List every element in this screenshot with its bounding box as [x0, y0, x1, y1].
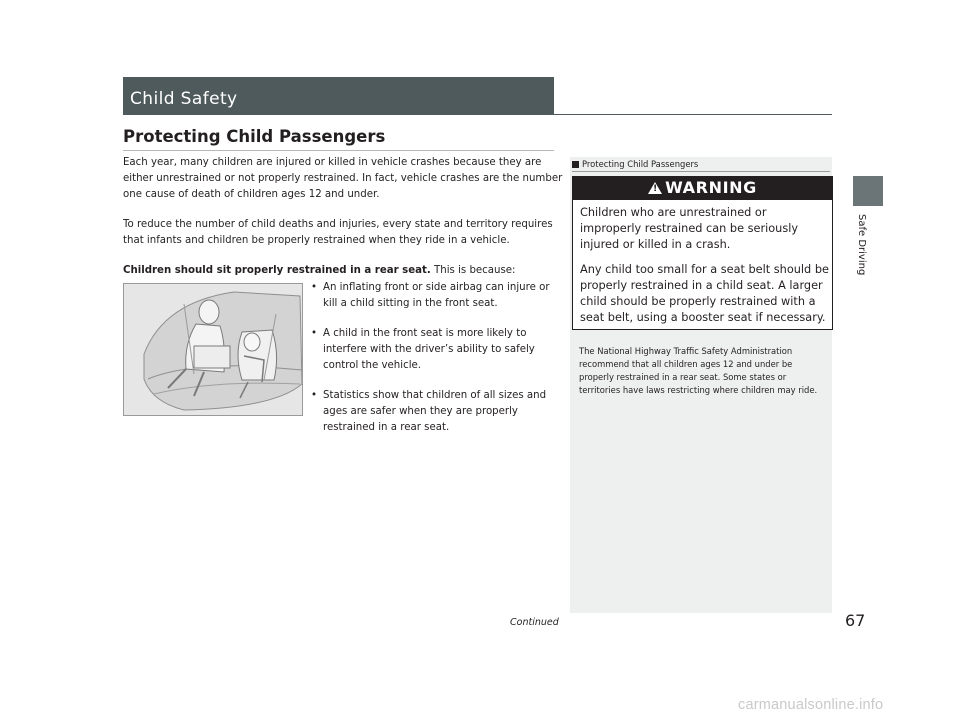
side-note-text: The National Highway Traffic Safety Administration recommend that all children ages 12 and under be properly restrained in a rear seat. Some states or territories have laws restricting where children may ride.	[579, 346, 818, 395]
rear-seat-illustration-art	[124, 284, 303, 416]
rear-seat-lead-rest: This is because:	[430, 265, 516, 276]
warning-triangle-icon	[648, 182, 662, 194]
rear-seat-lead-bold: Children should sit properly restrained in a rear seat.	[123, 265, 431, 276]
reference-marker-icon	[572, 161, 579, 168]
intro-paragraph: Each year, many children are injured or killed in vehicle crashes because they are either unrestrained or not properly restrained. In fact, vehicle crashes are the number one cause of death of children ages 12 and under.	[123, 157, 563, 200]
list-item: • A child in the front seat is more likely to interfere with the driver’s ability to safely control the vehicle.	[311, 326, 561, 374]
page-number: 67	[845, 611, 866, 630]
watermark: carmanualsonline.info	[738, 697, 884, 713]
warning-text-2: Any child too small for a seat belt should be properly restrained in a child seat. A larger child should be properly restrained with a seat belt, using a booster seat if necessary.	[580, 263, 829, 324]
chapter-title: Child Safety	[130, 89, 238, 109]
side-note-rule	[572, 171, 830, 172]
warning-text-1: Children who are unrestrained or improperly restrained can be seriously injured or killed in a crash.	[580, 206, 799, 251]
warning-header	[572, 176, 833, 200]
list-item: • Statistics show that children of all sizes and ages are safer when they are properly restrained in a rear seat.	[311, 388, 561, 436]
list-item: • An inflating front or side airbag can injure or kill a child sitting in the front seat.	[311, 280, 561, 312]
section-rule	[123, 150, 554, 151]
warning-label: WARNING	[665, 178, 757, 197]
chapter-side-label: Safe Driving	[856, 214, 867, 276]
side-note-heading-text: Protecting Child Passengers	[582, 159, 699, 169]
banner-rule	[554, 114, 832, 115]
continued-label: Continued	[510, 617, 559, 628]
reasons-list	[311, 280, 561, 450]
rear-seat-child-illustration	[123, 283, 303, 416]
requirement-paragraph: To reduce the number of child deaths and injuries, every state and territory requires that infants and children be properly restrained when they ride in a vehicle.	[123, 219, 553, 246]
rear-seat-lead	[123, 263, 563, 279]
chapter-tab-marker	[853, 176, 883, 206]
side-note-heading	[572, 159, 698, 169]
section-title: Protecting Child Passengers	[123, 127, 386, 146]
